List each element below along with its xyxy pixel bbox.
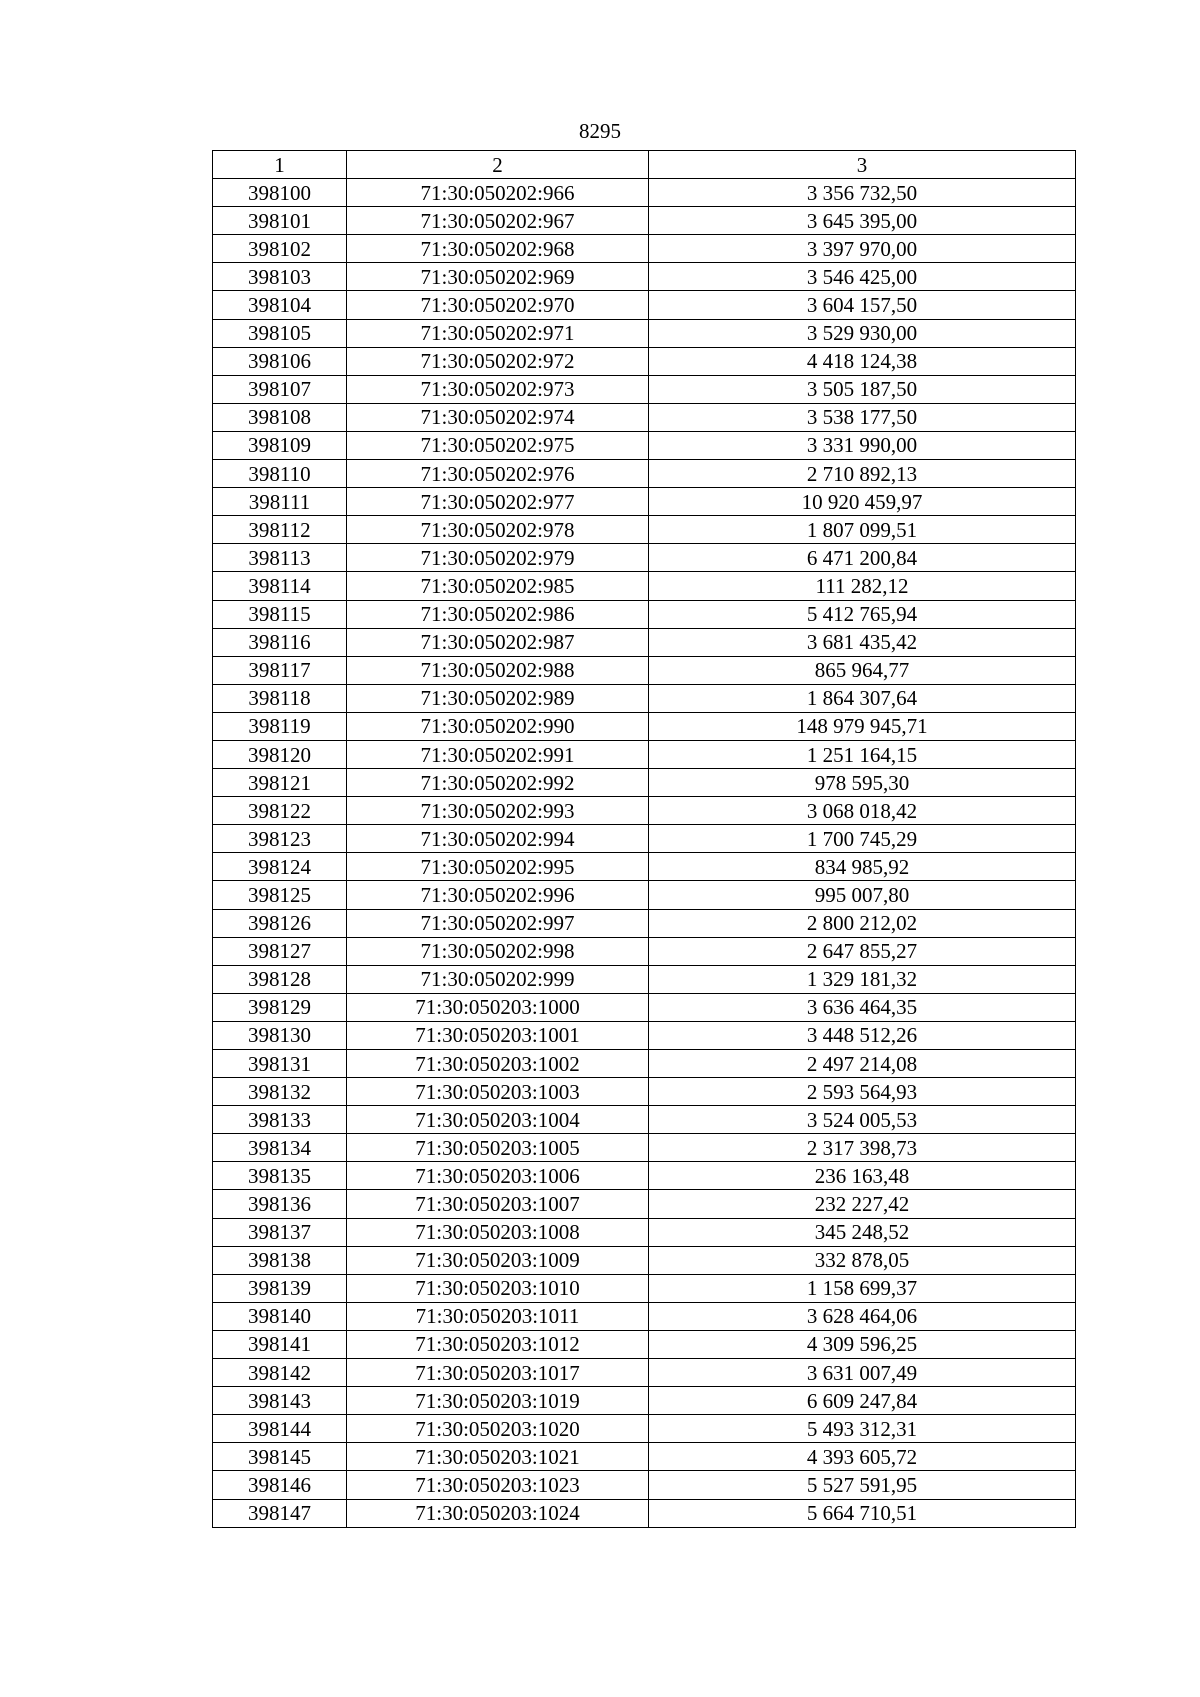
table-row xyxy=(213,600,1076,628)
value-cell: 3 524 005,53 xyxy=(649,1106,1076,1134)
cadastral-number-cell: 71:30:050203:1000 xyxy=(347,993,649,1021)
cadastral-number-cell: 71:30:050202:993 xyxy=(347,797,649,825)
row-number-cell: 398135 xyxy=(213,1162,347,1190)
table-row xyxy=(213,797,1076,825)
cadastral-number-cell: 71:30:050203:1021 xyxy=(347,1443,649,1471)
page-number: 8295 xyxy=(579,119,621,143)
row-number-cell: 398101 xyxy=(213,207,347,235)
value-cell: 10 920 459,97 xyxy=(649,488,1076,516)
row-number-cell: 398131 xyxy=(213,1050,347,1078)
row-number-cell: 398130 xyxy=(213,1021,347,1049)
table-row xyxy=(213,740,1076,768)
cadastral-number-cell: 71:30:050202:988 xyxy=(347,656,649,684)
row-number-cell: 398107 xyxy=(213,375,347,403)
value-cell: 3 645 395,00 xyxy=(649,207,1076,235)
value-cell: 834 985,92 xyxy=(649,853,1076,881)
cadastral-number-cell: 71:30:050202:986 xyxy=(347,600,649,628)
cadastral-number-cell: 71:30:050202:998 xyxy=(347,937,649,965)
table-row xyxy=(213,825,1076,853)
row-number-cell: 398111 xyxy=(213,488,347,516)
cadastral-number-cell: 71:30:050202:987 xyxy=(347,628,649,656)
value-cell: 1 700 745,29 xyxy=(649,825,1076,853)
table-row xyxy=(213,712,1076,740)
table-row xyxy=(213,684,1076,712)
row-number-cell: 398113 xyxy=(213,544,347,572)
cadastral-number-cell: 71:30:050203:1006 xyxy=(347,1162,649,1190)
table-row xyxy=(213,347,1076,375)
row-number-cell: 398137 xyxy=(213,1218,347,1246)
cadastral-number-cell: 71:30:050203:1011 xyxy=(347,1302,649,1330)
cadastral-number-cell: 71:30:050202:994 xyxy=(347,825,649,853)
row-number-cell: 398114 xyxy=(213,572,347,600)
row-number-cell: 398115 xyxy=(213,600,347,628)
cadastral-number-cell: 71:30:050202:972 xyxy=(347,347,649,375)
value-cell: 2 710 892,13 xyxy=(649,460,1076,488)
row-number-cell: 398128 xyxy=(213,965,347,993)
cadastral-number-cell: 71:30:050202:991 xyxy=(347,740,649,768)
table-row xyxy=(213,403,1076,431)
cadastral-number-cell: 71:30:050203:1019 xyxy=(347,1387,649,1415)
row-number-cell: 398119 xyxy=(213,712,347,740)
value-cell: 111 282,12 xyxy=(649,572,1076,600)
table-row xyxy=(213,937,1076,965)
row-number-cell: 398120 xyxy=(213,740,347,768)
table-row xyxy=(213,460,1076,488)
row-number-cell: 398125 xyxy=(213,881,347,909)
table-row xyxy=(213,263,1076,291)
row-number-cell: 398133 xyxy=(213,1106,347,1134)
table-row xyxy=(213,1050,1076,1078)
value-cell: 3 448 512,26 xyxy=(649,1021,1076,1049)
value-cell: 4 309 596,25 xyxy=(649,1330,1076,1358)
table-row xyxy=(213,1246,1076,1274)
value-cell: 5 527 591,95 xyxy=(649,1471,1076,1499)
value-cell: 5 664 710,51 xyxy=(649,1499,1076,1527)
value-cell: 2 800 212,02 xyxy=(649,909,1076,937)
cadastral-number-cell: 71:30:050202:973 xyxy=(347,375,649,403)
table-row xyxy=(213,207,1076,235)
cadastral-number-cell: 71:30:050203:1002 xyxy=(347,1050,649,1078)
table-row xyxy=(213,431,1076,459)
cadastral-number-cell: 71:30:050202:975 xyxy=(347,431,649,459)
table-row xyxy=(213,1499,1076,1527)
table-row xyxy=(213,1162,1076,1190)
table-row xyxy=(213,1078,1076,1106)
cadastral-number-cell: 71:30:050202:990 xyxy=(347,712,649,740)
row-number-cell: 398136 xyxy=(213,1190,347,1218)
table-row xyxy=(213,965,1076,993)
value-cell: 3 681 435,42 xyxy=(649,628,1076,656)
table-row xyxy=(213,1302,1076,1330)
cadastral-number-cell: 71:30:050203:1001 xyxy=(347,1021,649,1049)
cadastral-number-cell: 71:30:050203:1007 xyxy=(347,1190,649,1218)
row-number-cell: 398118 xyxy=(213,684,347,712)
value-cell: 4 393 605,72 xyxy=(649,1443,1076,1471)
table-row xyxy=(213,572,1076,600)
table-row xyxy=(213,909,1076,937)
row-number-cell: 398108 xyxy=(213,403,347,431)
value-cell: 148 979 945,71 xyxy=(649,712,1076,740)
value-cell: 3 636 464,35 xyxy=(649,993,1076,1021)
cadastral-number-cell: 71:30:050203:1008 xyxy=(347,1218,649,1246)
row-number-cell: 398124 xyxy=(213,853,347,881)
cadastral-number-cell: 71:30:050203:1020 xyxy=(347,1415,649,1443)
value-cell: 4 418 124,38 xyxy=(649,347,1076,375)
value-cell: 995 007,80 xyxy=(649,881,1076,909)
table-row xyxy=(213,853,1076,881)
cadastral-number-cell: 71:30:050202:985 xyxy=(347,572,649,600)
column-header-1: 1 xyxy=(213,151,347,179)
value-cell: 2 593 564,93 xyxy=(649,1078,1076,1106)
table-row xyxy=(213,488,1076,516)
cadastral-number-cell: 71:30:050202:999 xyxy=(347,965,649,993)
value-cell: 5 493 312,31 xyxy=(649,1415,1076,1443)
table-row xyxy=(213,375,1076,403)
value-cell: 3 538 177,50 xyxy=(649,403,1076,431)
table-row xyxy=(213,628,1076,656)
cadastral-number-cell: 71:30:050203:1004 xyxy=(347,1106,649,1134)
table-row xyxy=(213,319,1076,347)
table-row xyxy=(213,881,1076,909)
value-cell: 3 604 157,50 xyxy=(649,291,1076,319)
row-number-cell: 398139 xyxy=(213,1274,347,1302)
table-row xyxy=(213,291,1076,319)
row-number-cell: 398147 xyxy=(213,1499,347,1527)
row-number-cell: 398132 xyxy=(213,1078,347,1106)
cadastral-number-cell: 71:30:050202:966 xyxy=(347,179,649,207)
cadastral-number-cell: 71:30:050202:996 xyxy=(347,881,649,909)
cadastral-number-cell: 71:30:050203:1023 xyxy=(347,1471,649,1499)
value-cell: 345 248,52 xyxy=(649,1218,1076,1246)
cadastral-number-cell: 71:30:050202:995 xyxy=(347,853,649,881)
cadastral-number-cell: 71:30:050203:1017 xyxy=(347,1359,649,1387)
row-number-cell: 398141 xyxy=(213,1330,347,1358)
cadastral-number-cell: 71:30:050202:967 xyxy=(347,207,649,235)
data-table xyxy=(212,150,1076,1528)
table-header-row xyxy=(213,151,1076,179)
row-number-cell: 398116 xyxy=(213,628,347,656)
table-row xyxy=(213,993,1076,1021)
row-number-cell: 398123 xyxy=(213,825,347,853)
cadastral-number-cell: 71:30:050202:970 xyxy=(347,291,649,319)
table-row xyxy=(213,1415,1076,1443)
row-number-cell: 398102 xyxy=(213,235,347,263)
row-number-cell: 398129 xyxy=(213,993,347,1021)
value-cell: 236 163,48 xyxy=(649,1162,1076,1190)
value-cell: 2 647 855,27 xyxy=(649,937,1076,965)
row-number-cell: 398121 xyxy=(213,769,347,797)
value-cell: 978 595,30 xyxy=(649,769,1076,797)
table-row xyxy=(213,1330,1076,1358)
table-row xyxy=(213,1443,1076,1471)
row-number-cell: 398105 xyxy=(213,319,347,347)
table-row xyxy=(213,656,1076,684)
cadastral-number-cell: 71:30:050202:968 xyxy=(347,235,649,263)
table-row xyxy=(213,1471,1076,1499)
value-cell: 3 331 990,00 xyxy=(649,431,1076,459)
cadastral-number-cell: 71:30:050203:1003 xyxy=(347,1078,649,1106)
value-cell: 3 628 464,06 xyxy=(649,1302,1076,1330)
cadastral-number-cell: 71:30:050202:992 xyxy=(347,769,649,797)
cadastral-number-cell: 71:30:050203:1009 xyxy=(347,1246,649,1274)
row-number-cell: 398112 xyxy=(213,516,347,544)
value-cell: 2 317 398,73 xyxy=(649,1134,1076,1162)
cadastral-number-cell: 71:30:050203:1012 xyxy=(347,1330,649,1358)
value-cell: 865 964,77 xyxy=(649,656,1076,684)
row-number-cell: 398103 xyxy=(213,263,347,291)
value-cell: 3 397 970,00 xyxy=(649,235,1076,263)
row-number-cell: 398100 xyxy=(213,179,347,207)
value-cell: 1 329 181,32 xyxy=(649,965,1076,993)
table-body xyxy=(213,151,1076,1528)
row-number-cell: 398142 xyxy=(213,1359,347,1387)
row-number-cell: 398134 xyxy=(213,1134,347,1162)
cadastral-number-cell: 71:30:050202:976 xyxy=(347,460,649,488)
table-row xyxy=(213,1359,1076,1387)
value-cell: 1 158 699,37 xyxy=(649,1274,1076,1302)
value-cell: 3 546 425,00 xyxy=(649,263,1076,291)
cadastral-number-cell: 71:30:050202:971 xyxy=(347,319,649,347)
row-number-cell: 398143 xyxy=(213,1387,347,1415)
value-cell: 6 609 247,84 xyxy=(649,1387,1076,1415)
table-row xyxy=(213,179,1076,207)
value-cell: 332 878,05 xyxy=(649,1246,1076,1274)
value-cell: 3 068 018,42 xyxy=(649,797,1076,825)
value-cell: 6 471 200,84 xyxy=(649,544,1076,572)
row-number-cell: 398126 xyxy=(213,909,347,937)
value-cell: 2 497 214,08 xyxy=(649,1050,1076,1078)
cadastral-number-cell: 71:30:050202:977 xyxy=(347,488,649,516)
row-number-cell: 398140 xyxy=(213,1302,347,1330)
row-number-cell: 398122 xyxy=(213,797,347,825)
table-row xyxy=(213,1134,1076,1162)
value-cell: 232 227,42 xyxy=(649,1190,1076,1218)
cadastral-number-cell: 71:30:050203:1005 xyxy=(347,1134,649,1162)
cadastral-number-cell: 71:30:050202:974 xyxy=(347,403,649,431)
row-number-cell: 398146 xyxy=(213,1471,347,1499)
value-cell: 1 864 307,64 xyxy=(649,684,1076,712)
cadastral-number-cell: 71:30:050202:997 xyxy=(347,909,649,937)
value-cell: 3 631 007,49 xyxy=(649,1359,1076,1387)
row-number-cell: 398145 xyxy=(213,1443,347,1471)
column-header-2: 2 xyxy=(347,151,649,179)
value-cell: 1 807 099,51 xyxy=(649,516,1076,544)
table-row xyxy=(213,1387,1076,1415)
row-number-cell: 398109 xyxy=(213,431,347,459)
cadastral-number-cell: 71:30:050203:1024 xyxy=(347,1499,649,1527)
value-cell: 3 356 732,50 xyxy=(649,179,1076,207)
row-number-cell: 398127 xyxy=(213,937,347,965)
column-header-3: 3 xyxy=(649,151,1076,179)
table-row xyxy=(213,235,1076,263)
cadastral-number-cell: 71:30:050203:1010 xyxy=(347,1274,649,1302)
row-number-cell: 398106 xyxy=(213,347,347,375)
cadastral-number-cell: 71:30:050202:979 xyxy=(347,544,649,572)
cadastral-number-cell: 71:30:050202:989 xyxy=(347,684,649,712)
row-number-cell: 398104 xyxy=(213,291,347,319)
value-cell: 3 505 187,50 xyxy=(649,375,1076,403)
row-number-cell: 398110 xyxy=(213,460,347,488)
cadastral-number-cell: 71:30:050202:978 xyxy=(347,516,649,544)
table-row xyxy=(213,769,1076,797)
table-row xyxy=(213,1021,1076,1049)
table-row xyxy=(213,1190,1076,1218)
cadastral-number-cell: 71:30:050202:969 xyxy=(347,263,649,291)
value-cell: 3 529 930,00 xyxy=(649,319,1076,347)
table-row xyxy=(213,1274,1076,1302)
table-row xyxy=(213,1218,1076,1246)
row-number-cell: 398144 xyxy=(213,1415,347,1443)
table-row xyxy=(213,1106,1076,1134)
row-number-cell: 398117 xyxy=(213,656,347,684)
table-row xyxy=(213,516,1076,544)
row-number-cell: 398138 xyxy=(213,1246,347,1274)
value-cell: 5 412 765,94 xyxy=(649,600,1076,628)
table-row xyxy=(213,544,1076,572)
value-cell: 1 251 164,15 xyxy=(649,740,1076,768)
